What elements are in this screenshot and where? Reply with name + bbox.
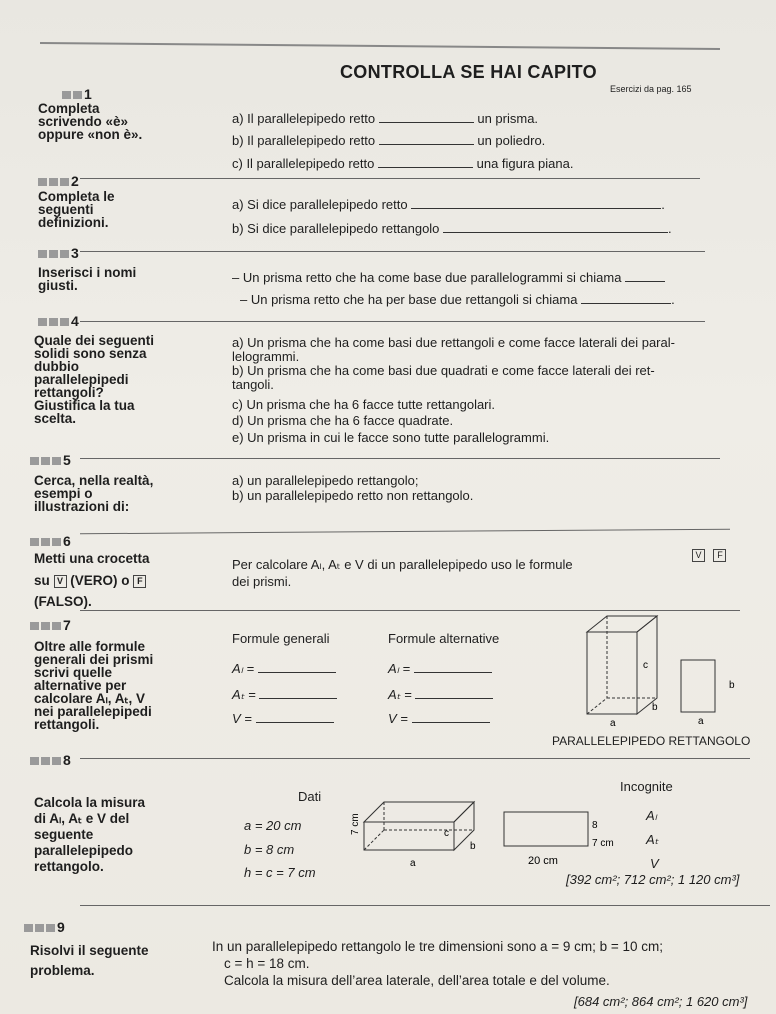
- ex9-answer: [684 cm²; 864 cm²; 1 620 cm³]: [574, 994, 748, 1009]
- falso-checkbox[interactable]: F: [713, 549, 726, 562]
- ex8-fig-7cm: 7 cm: [350, 813, 361, 835]
- box-front-view: [681, 660, 715, 712]
- exercise-1-instruction: Completa scrivendo «è» oppure «non è».: [38, 101, 143, 142]
- ex6-answer-boxes: [692, 547, 726, 565]
- page-title: CONTROLLA SE HAI CAPITO: [340, 62, 597, 82]
- exercise-8-number: 8: [30, 752, 71, 768]
- ex7-blank-v-general[interactable]: [256, 712, 334, 723]
- separator-5: [80, 529, 730, 535]
- ex7-blank-at-alt[interactable]: [415, 688, 493, 699]
- falso-box-sample: F: [133, 575, 146, 588]
- ex8-inc-at: Aₜ: [646, 832, 659, 847]
- exercise-1-number: 1: [62, 86, 92, 102]
- ex7-blank-al-alt[interactable]: [414, 662, 492, 673]
- ex4-item-b[interactable]: b) Un prisma che ha come basi due quadrati e come facce laterali dei ret- tangoli.: [232, 363, 655, 392]
- ex5-item-b: b) un parallelepipedo retto non rettangolo.: [232, 488, 474, 503]
- ex1-item-a: a) Il parallelepipedo retto un prisma.: [232, 111, 539, 126]
- ex8-dato-h: h = c = 7 cm: [244, 865, 316, 880]
- ex7-al-alt: Aₗ =: [388, 662, 492, 676]
- ex9-line-3: Calcola la misura dell’area laterale, dell’area totale e del volume.: [224, 973, 610, 988]
- exercise-9-number: 9: [24, 919, 65, 935]
- fig7-label-b-front: b: [729, 680, 735, 691]
- exercise-6-label-1: Metti una crocetta: [34, 551, 150, 566]
- exercise-6-number: 6: [30, 533, 71, 549]
- ex8-box-diagram: [350, 792, 504, 872]
- ex3-item-b: – Un prisma retto che ha per base due rettangoli si chiama .: [240, 292, 675, 307]
- exercise-6-label-2: su V (VERO) o F: [34, 574, 254, 588]
- fig7-label-c: c: [643, 660, 648, 671]
- ex8-front-view: [500, 806, 614, 872]
- ex7-blank-v-alt[interactable]: [412, 712, 490, 723]
- ex8-front-8: 8: [592, 820, 598, 831]
- separator-7: [80, 758, 750, 759]
- ex7-at-general: Aₜ =: [232, 688, 337, 702]
- ex2-blank-b[interactable]: [443, 222, 668, 233]
- ex5-item-a: a) un parallelepipedo rettangolo;: [232, 473, 419, 488]
- ex6-statement: Per calcolare Aₗ, Aₜ e V di un parallelepipedo uso le formule dei prismi.: [232, 557, 573, 589]
- ex8-fig-c: c: [444, 828, 449, 839]
- ex8-front-7cm: 7 cm: [592, 838, 614, 849]
- ex1-blank-c[interactable]: [378, 157, 473, 168]
- separator-1: [80, 178, 700, 179]
- exercise-3-number: 3: [38, 245, 79, 261]
- ex7-v-general: V =: [232, 712, 334, 726]
- ex7-blank-at-general[interactable]: [259, 688, 337, 699]
- ex8-fig-b: b: [470, 841, 476, 852]
- exercise-4-instruction: Quale dei seguenti solidi sono senza dubbio parallelepipedi rettangoli? Giustifica la tua scelta.: [34, 333, 155, 426]
- ex4-item-d[interactable]: d) Un prisma che ha 6 facce quadrate.: [232, 413, 454, 428]
- ex1-blank-a[interactable]: [379, 112, 474, 123]
- exercise-7-instruction: Oltre alle formule generali dei prismi scrivi quelle alternative per calcolare Aₗ, Aₜ, V nei parallelepipedi rettangoli.: [34, 639, 154, 732]
- ex7-blank-al-general[interactable]: [258, 662, 336, 673]
- exercise-7-number: 7: [30, 617, 71, 633]
- top-rule: [40, 42, 720, 50]
- separator-6: [80, 610, 740, 611]
- parallelepiped-diagram: [585, 614, 765, 734]
- ex8-dati-heading: Dati: [298, 789, 322, 804]
- ex1-blank-b[interactable]: [379, 134, 474, 145]
- ex1-item-c: c) Il parallelepipedo retto una figura piana.: [232, 156, 574, 171]
- exercise-5-instruction: Cerca, nella realtà, esempi o illustrazioni di:: [34, 473, 154, 514]
- exercise-6-label-3: (FALSO).: [34, 594, 92, 609]
- ex8-answer: [392 cm²; 712 cm²; 1 120 cm³]: [566, 872, 740, 887]
- vero-box-sample: V: [54, 575, 67, 588]
- exercise-3-instruction: Inserisci i nomi giusti.: [38, 265, 137, 293]
- fig7-label-a-front: a: [698, 716, 704, 727]
- ex2-blank-a[interactable]: [411, 198, 661, 209]
- fig7-caption: PARALLELEPIPEDO RETTANGOLO: [552, 734, 751, 748]
- ex7-col-general: Formule generali: [232, 631, 330, 646]
- separator-8: [80, 905, 770, 906]
- exercise-8-instruction: Calcola la misura di Aₗ, Aₜ e V del seguente parallelepipedo rettangolo.: [34, 795, 146, 874]
- fig7-label-b: b: [652, 702, 658, 713]
- ex3-blank-a[interactable]: [625, 271, 665, 282]
- ex2-item-a: a) Si dice parallelepipedo retto .: [232, 197, 665, 212]
- separator-4: [80, 458, 720, 459]
- box-front-face: [587, 632, 637, 714]
- ex7-al-general: Aₗ =: [232, 662, 336, 676]
- ex8-inc-v: V: [650, 856, 659, 871]
- separator-2: [80, 251, 705, 252]
- ex4-item-c[interactable]: c) Un prisma che ha 6 facce tutte rettangolari.: [232, 397, 496, 412]
- exercise-9-instruction: Risolvi il seguente problema.: [30, 943, 149, 978]
- ex9-line-1: In un parallelepipedo rettangolo le tre dimensioni sono a = 9 cm; b = 10 cm;: [212, 939, 664, 954]
- ex8-front-20cm: 20 cm: [528, 855, 558, 867]
- exercise-2-instruction: Completa le seguenti definizioni.: [38, 189, 115, 230]
- ex8-inc-al: Aₗ: [646, 808, 657, 823]
- ex8-dato-b: b = 8 cm: [244, 842, 295, 857]
- ex4-item-e[interactable]: e) Un prisma in cui le facce sono tutte parallelogrammi.: [232, 430, 550, 445]
- exercise-2-number: 2: [38, 173, 79, 189]
- ex1-item-b: b) Il parallelepipedo retto un poliedro.: [232, 133, 546, 148]
- exercise-4-number: 4: [38, 313, 79, 329]
- ex4-item-a[interactable]: a) Un prisma che ha come basi due rettangoli e come facce laterali dei paral- lelogrammi.: [232, 335, 675, 364]
- ex7-col-alternative: Formule alternative: [388, 631, 500, 646]
- ex7-v-alt: V =: [388, 712, 490, 726]
- vero-checkbox[interactable]: V: [692, 549, 705, 562]
- ex8-fig-a: a: [410, 858, 416, 869]
- fig7-label-a: a: [610, 718, 616, 729]
- ex3-item-a: – Un prisma retto che ha come base due parallelogrammi si chiama: [232, 271, 665, 285]
- ex8-incognite-heading: Incognite: [620, 779, 673, 794]
- exercise-5-number: 5: [30, 452, 71, 468]
- exercise-reference: Esercizi da pag. 165: [610, 84, 692, 94]
- ex3-blank-b[interactable]: [581, 293, 671, 304]
- separator-3: [80, 321, 705, 322]
- ex2-item-b: b) Si dice parallelepipedo rettangolo .: [232, 221, 672, 236]
- ex7-at-alt: Aₜ =: [388, 688, 493, 702]
- ex9-line-2: c = h = 18 cm.: [224, 956, 310, 971]
- ex8-dato-a: a = 20 cm: [244, 818, 302, 833]
